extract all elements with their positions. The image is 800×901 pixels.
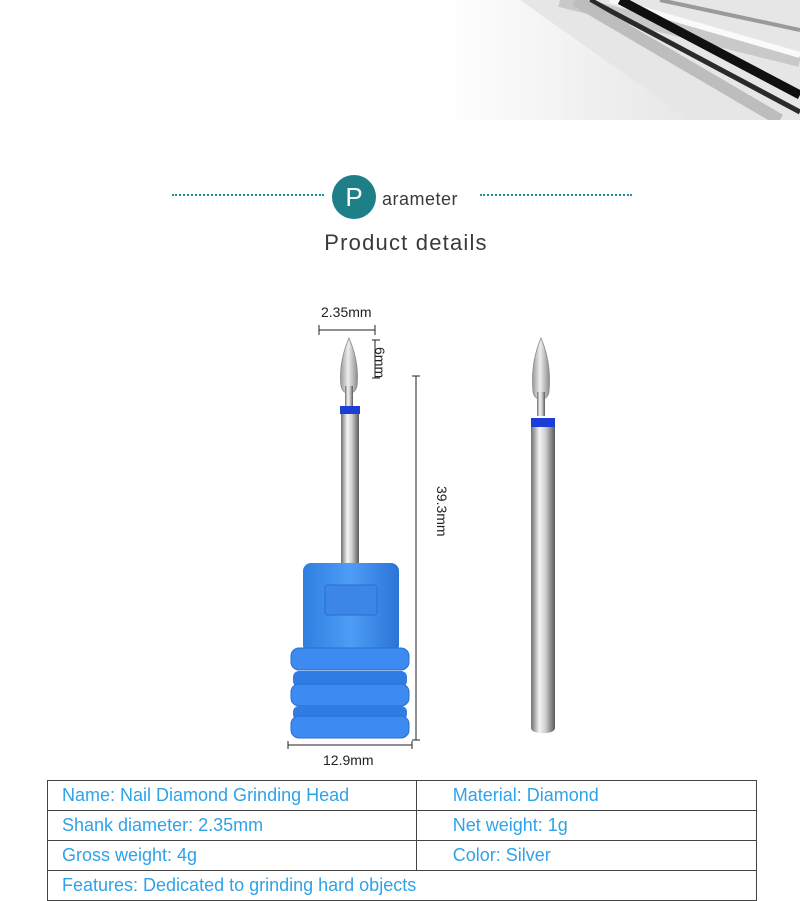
spec-gross-weight: Gross weight: 4g	[48, 841, 417, 871]
spec-table	[47, 780, 757, 901]
dotted-divider-left	[172, 194, 324, 196]
spec-material: Material: Diamond	[416, 781, 756, 811]
dim-head-length-label: 6mm	[372, 347, 388, 379]
dim-shank-diameter-label: 2.35mm	[321, 304, 372, 320]
dotted-divider-right	[480, 194, 632, 196]
dim-base-width-label: 12.9mm	[323, 752, 374, 768]
product-illustration	[0, 290, 800, 780]
page-subtitle: Product details	[324, 230, 488, 255]
table-row	[48, 781, 757, 811]
dim-total-length-label: 39.3mm	[434, 486, 450, 537]
spec-empty	[416, 871, 756, 901]
spec-net-weight: Net weight: 1g	[416, 811, 756, 841]
table-row	[48, 841, 757, 871]
table-row	[48, 811, 757, 841]
section-badge: P	[332, 175, 376, 219]
spec-color: Color: Silver	[416, 841, 756, 871]
header-banner-image	[0, 0, 800, 120]
table-row	[48, 871, 757, 901]
spec-shank-diameter: Shank diameter: 2.35mm	[48, 811, 417, 841]
section-label: arameter	[382, 189, 459, 209]
spec-features: Features: Dedicated to grinding hard objects	[48, 871, 417, 901]
spec-name: Name: Nail Diamond Grinding Head	[48, 781, 417, 811]
